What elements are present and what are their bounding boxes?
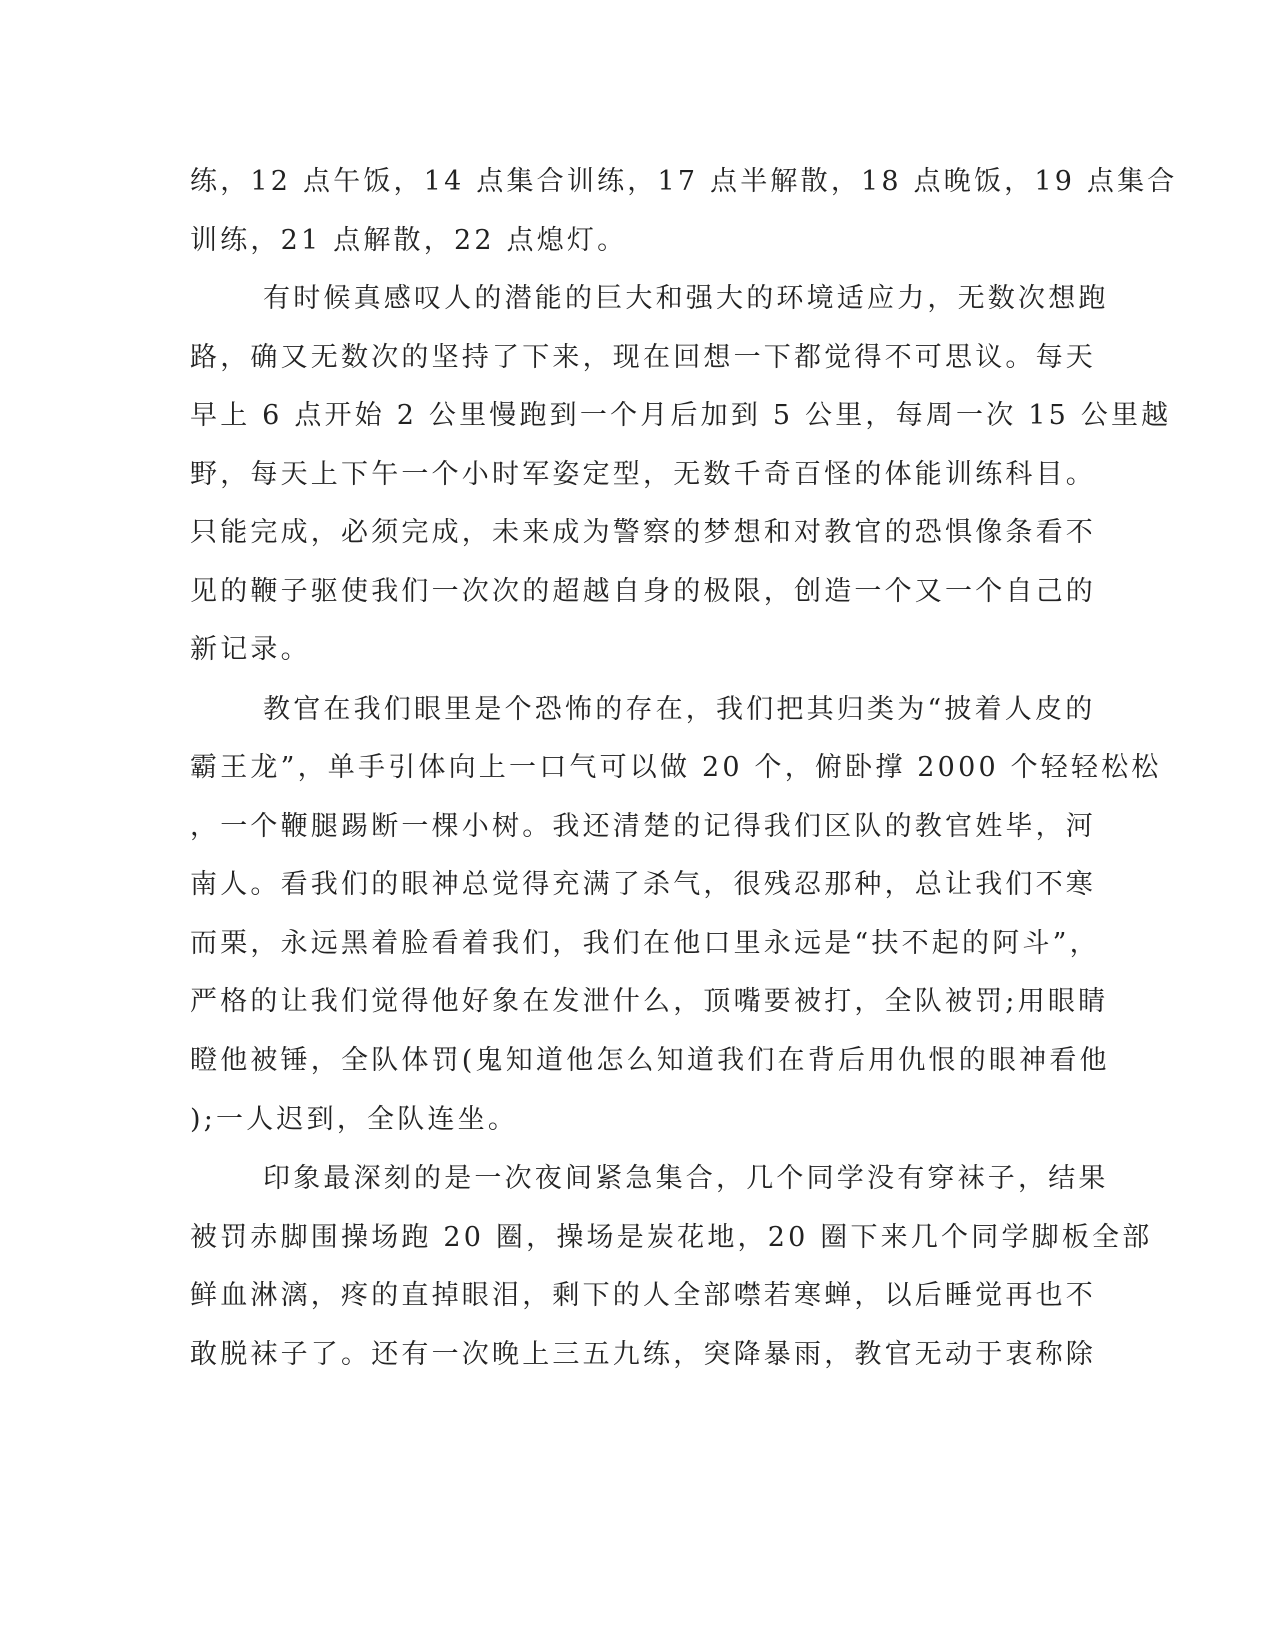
text-line-12: ，一个鞭腿踢断一棵小树。我还清楚的记得我们区队的教官姓毕，河 (190, 811, 1096, 842)
text-line-21: 敢脱袜子了。还有一次晚上三五九练，突降暴雨，教官无动于衷称除 (190, 1339, 1096, 1370)
text-line-1: 练，12 点午饭，14 点集合训练，17 点半解散，18 点晚饭，19 点集合 (190, 166, 1178, 197)
text-line-15: 严格的让我们觉得他好象在发泄什么，顶嘴要被打，全队被罚;用眼睛 (190, 986, 1109, 1017)
text-line-4: 路，确又无数次的坚持了下来，现在回想一下都觉得不可思议。每天 (190, 342, 1096, 373)
text-line-20: 鲜血淋漓，疼的直掉眼泪，剩下的人全部噤若寒蝉，以后睡觉再也不 (190, 1280, 1096, 1311)
text-line-13: 南人。看我们的眼神总觉得充满了杀气，很残忍那种，总让我们不寒 (190, 869, 1096, 900)
text-line-2: 训练，21 点解散，22 点熄灯。 (190, 225, 628, 256)
paragraph-start-line: 教官在我们眼里是个恐怖的存在，我们把其归类为“披着人皮的 (263, 694, 1096, 725)
text-line-6: 野，每天上下午一个小时军姿定型，无数千奇百怪的体能训练科目。 (190, 459, 1096, 490)
text-line-11: 霸王龙”，单手引体向上一口气可以做 20 个，俯卧撑 2000 个轻轻松松 (190, 752, 1162, 783)
text-line-16: 瞪他被锤，全队体罚(鬼知道他怎么知道我们在背后用仇恨的眼神看他 (190, 1045, 1110, 1076)
text-line-14: 而栗，永远黑着脸看着我们，我们在他口里永远是“扶不起的阿斗”， (190, 928, 1100, 959)
text-line-9: 新记录。 (190, 634, 311, 665)
text-line-17: );一人迟到，全队连坐。 (190, 1104, 519, 1135)
text-line-19: 被罚赤脚围操场跑 20 圈，操场是炭花地，20 圈下来几个同学脚板全部 (190, 1222, 1153, 1253)
text-line-5: 早上 6 点开始 2 公里慢跑到一个月后加到 5 公里，每周一次 15 公里越 (190, 400, 1172, 431)
paragraph-start-line: 印象最深刻的是一次夜间紧急集合，几个同学没有穿袜子，结果 (263, 1163, 1109, 1194)
text-line-7: 只能完成，必须完成，未来成为警察的梦想和对教官的恐惧像条看不 (190, 517, 1096, 548)
text-line-8: 见的鞭子驱使我们一次次的超越自身的极限，创造一个又一个自己的 (190, 576, 1096, 607)
paragraph-start-line: 有时候真感叹人的潜能的巨大和强大的环境适应力，无数次想跑 (263, 283, 1109, 314)
